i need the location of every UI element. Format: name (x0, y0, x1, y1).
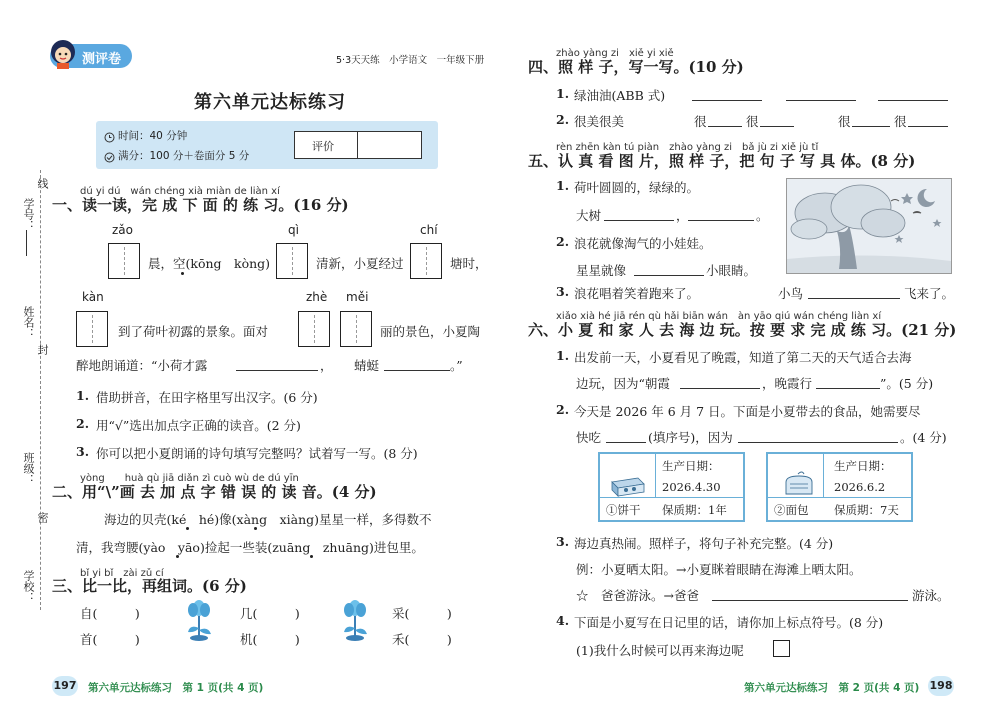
s1-q3-num: 3. (76, 444, 90, 459)
s5-q1b-a: 大树 (576, 208, 602, 223)
s5-q3-num: 3. (556, 284, 570, 299)
tree-blank-1[interactable] (604, 220, 674, 221)
s6-q4-num: 4. (556, 613, 570, 628)
s4-q1-num: 1. (556, 86, 570, 101)
s5-q2b-b: 小眼睛。 (706, 263, 757, 278)
product-card-biscuit (598, 452, 745, 522)
s4-q1: 绿油油(ABB 式) (574, 88, 666, 103)
gutter-banji: 班级： (22, 452, 35, 485)
abb-blank-2[interactable] (786, 100, 856, 101)
product-divider (600, 497, 743, 498)
abb-blank-1[interactable] (692, 100, 762, 101)
s2-pinyin: yòng huà qù jiā diǎn zì cuò wù de dú yīn (80, 473, 299, 484)
s3-pinyin: bǐ yi bǐ zài zǔ cí (80, 568, 164, 579)
s6-q3-end: 游泳。 (912, 588, 950, 603)
hen-1: 很 (694, 114, 707, 129)
s6-q2-a: 今天是 2026 年 6 月 7 日。下面是小夏带去的食品，她需要尽 (574, 404, 921, 419)
s4-title: 四、照 样 子，写一写。(10 分) (528, 58, 744, 76)
gutter-xuehao: 学号： (22, 198, 35, 231)
time-label: 时间：40 分钟 (118, 130, 188, 142)
s1-q2: 用“√”选出加点字正确的读音。(2 分) (96, 418, 301, 433)
s1-line1-b: 清新，小夏经过 (316, 256, 404, 271)
s1-line2-b: 丽的景色，小夏陶 (380, 324, 481, 339)
s1-q3: 你可以把小夏朗诵的诗句填写完整吗？试着写一写。(8 分) (96, 446, 418, 461)
poem-blank-2[interactable] (384, 370, 450, 371)
s2-line2: 清，我弯腰(yào yāo)捡起一些装(zuāng zhuāng)进包里。 (76, 540, 424, 555)
s6-q2-b3: 。(4 分) (900, 430, 947, 445)
s1-q2-num: 2. (76, 416, 90, 431)
s1-line2-a: 到了荷叶初露的景象。面对 (118, 324, 269, 339)
s5-q3b-a: 小鸟 (778, 286, 804, 301)
swim-blank[interactable] (712, 600, 908, 601)
eval-label: 评价 (312, 140, 334, 153)
s6-q4-1: (1)我什么时候可以再来海边呢 (576, 643, 744, 658)
dot-xiang (254, 527, 257, 530)
bird-blank[interactable] (808, 298, 900, 299)
check-icon (104, 148, 115, 167)
s2-title: 二、用“\”画 去 加 点 字 错 误 的 读 音。(4 分) (52, 483, 377, 501)
s6-q1-b1: 边玩，因为“朝霞 (576, 376, 670, 391)
s6-q1-a: 出发前一天，小夏看见了晚霞，知道了第二天的天气适合去海 (574, 350, 912, 365)
badge-label: 测评卷 (82, 52, 122, 67)
flower-icon (184, 598, 214, 646)
product-divider (655, 454, 656, 498)
prod2-date: 2026.6.2 (834, 480, 886, 494)
s5-title: 五、认 真 看 图 片，照 样 子，把 句 子 写 具 体。(8 分) (528, 152, 916, 170)
eval-score-cell[interactable] (358, 132, 420, 157)
s6-q2-b2: (填序号)，因为 (648, 430, 733, 445)
prod1-date: 2026.4.30 (662, 480, 721, 494)
dot-zhuang (310, 555, 313, 558)
food-number-blank[interactable] (606, 442, 646, 443)
gutter-xuexiao: 学校： (22, 570, 35, 603)
s5-q1-num: 1. (556, 178, 570, 193)
s5-q1b-c: 。 (756, 208, 769, 223)
tianzige-zao[interactable] (108, 243, 140, 279)
s4-q2: 很美很美 (574, 114, 625, 129)
footer-right: 第六单元达标练习 第 2 页(共 4 页) (744, 682, 920, 694)
s6-q3: 海边真热闹。照样子，将句子补充完整。(4 分) (574, 536, 834, 551)
poem-blank-1[interactable] (236, 370, 318, 371)
s6-q2-num: 2. (556, 402, 570, 417)
tianzige-mei[interactable] (340, 311, 372, 347)
prod2-name: ②面包 (774, 503, 809, 517)
word-ji2[interactable]: 机( ) (240, 632, 300, 647)
s5-q1: 荷叶圆圆的，绿绿的。 (574, 180, 700, 195)
hen-blank-2[interactable] (760, 126, 794, 127)
py-zhe: zhè (306, 290, 328, 304)
series-label: 5·3天天练 小学语文 一年级下册 (336, 55, 485, 66)
s6-q1-num: 1. (556, 348, 570, 363)
prod2-shelf: 保质期：7天 (834, 503, 899, 517)
s1-line1-a: 晨，空(kōng kòng) (148, 256, 271, 271)
word-he[interactable]: 禾( ) (392, 632, 452, 647)
word-shou[interactable]: 首( ) (80, 632, 140, 647)
page-number-left: 197 (52, 676, 78, 696)
product-divider (768, 497, 911, 498)
py-chi: chí (420, 223, 438, 237)
s6-q3-example: 例：小夏晒太阳。→小夏眯着眼睛在海滩上晒太阳。 (576, 562, 862, 577)
s6-q3-star: ☆ 爸爸游泳。→爸爸 (576, 588, 699, 603)
s6-pinyin: xiǎo xià hé jiā rén qù hǎi biān wán àn yāo qiú wán chéng liàn xí (556, 311, 882, 322)
s6-q1-b2: ，晚霞行 (762, 376, 813, 391)
product-card-bread (766, 452, 913, 522)
hen-blank-4[interactable] (908, 126, 948, 127)
py-zao: zǎo (112, 223, 133, 237)
s5-q2b-a: 星星就像 (576, 263, 627, 278)
food-reason-blank[interactable] (738, 442, 898, 443)
abb-blank-3[interactable] (878, 100, 948, 101)
word-ji[interactable]: 几( ) (240, 606, 300, 621)
dot-ke (186, 527, 189, 530)
s5-pinyin: rèn zhēn kàn tú piàn zhào yàng zi bǎ jù zi xiě jù tǐ (556, 142, 819, 153)
s1-line3-b: ， (320, 358, 333, 373)
prod1-name: ①饼干 (606, 503, 641, 517)
s6-q1-b3: ”。(5 分) (880, 376, 934, 391)
s5-q2: 浪花就像淘气的小娃娃。 (574, 236, 712, 251)
score-label: 满分：100 分＋卷面分 5 分 (118, 150, 250, 162)
hen-blank-1[interactable] (708, 126, 742, 127)
s1-pinyin: dú yi dú wán chéng xià miàn de liàn xí (80, 186, 280, 197)
page-number-right: 198 (928, 676, 954, 696)
s5-q3: 浪花唱着笑着跑来了。 (574, 286, 700, 301)
s3-title: 三、比一比，再组词。(6 分) (52, 577, 247, 595)
gutter-mi: 密 (36, 512, 49, 523)
flower-icon (340, 598, 370, 646)
s1-line3-d: 。” (450, 358, 463, 373)
prod1-shelf: 保质期：1年 (662, 503, 727, 517)
dot-kong (181, 272, 184, 275)
py-qi: qì (288, 223, 299, 237)
s4-pinyin: zhào yàng zi xiě yi xiě (556, 48, 674, 59)
wanxia-blank[interactable] (816, 388, 880, 389)
s5-q3b-b: 飞来了。 (904, 286, 955, 301)
hen-3: 很 (838, 114, 851, 129)
s6-q2-b1: 快吃 (576, 430, 602, 445)
gutter-xingming: 姓名： (22, 306, 35, 339)
tree-blank-2[interactable] (688, 220, 754, 221)
hen-2: 很 (746, 114, 759, 129)
tianzige-kan[interactable] (76, 311, 108, 347)
s1-line3-a: 醉地朗诵道：“小荷才露 (76, 358, 208, 373)
s4-q2-num: 2. (556, 112, 570, 127)
tianzige-qi[interactable] (276, 243, 308, 279)
word-zi[interactable]: 自( ) (80, 606, 140, 621)
punctuation-box[interactable] (773, 640, 790, 657)
gutter-feng: 封 (36, 344, 49, 355)
s1-title: 一、读一读，完 成 下 面 的 练 习。(16 分) (52, 196, 349, 214)
s6-q4: 下面是小夏写在日记里的话，请你加上标点符号。(8 分) (574, 615, 884, 630)
binding-line (40, 170, 41, 610)
s5-q2-num: 2. (556, 234, 570, 249)
s6-q3-num: 3. (556, 534, 570, 549)
star-blank[interactable] (634, 275, 704, 276)
hen-blank-3[interactable] (852, 126, 890, 127)
mascot-icon (48, 38, 78, 70)
s1-line1-c: 塘时， (450, 256, 488, 271)
s2-line1: 海边的贝壳(ké hé)像(xàng xiàng)星星一样，多得数不 (104, 512, 432, 527)
s1-line3-c: 蜻蜓 (354, 358, 380, 373)
word-cai[interactable]: 采( ) (392, 606, 452, 621)
footer-left: 第六单元达标练习 第 1 页(共 4 页) (88, 682, 264, 694)
s5-q1b-b: ， (676, 208, 689, 223)
py-mei: měi (346, 290, 369, 304)
hen-4: 很 (894, 114, 907, 129)
page-title: 第六单元达标练习 (194, 92, 346, 113)
gutter-xian: 线 (36, 178, 49, 189)
zhaoxia-blank[interactable] (680, 388, 760, 389)
prod1-date-label: 生产日期： (662, 459, 720, 473)
product-divider (823, 454, 824, 498)
tianzige-chi[interactable] (410, 243, 442, 279)
clock-icon (104, 128, 115, 147)
dot-yao (176, 555, 179, 558)
s1-q1: 借助拼音，在田字格里写出汉字。(6 分) (96, 390, 318, 405)
py-kan: kàn (82, 290, 104, 304)
s1-q1-num: 1. (76, 388, 90, 403)
tianzige-zhe[interactable] (298, 311, 330, 347)
tree-night-illustration (786, 178, 952, 274)
s6-title: 六、小 夏 和 家 人 去 海 边 玩。按 要 求 完 成 练 习。(21 分) (528, 321, 957, 339)
gutter-xuehao-line (26, 230, 27, 256)
prod2-date-label: 生产日期： (834, 459, 892, 473)
